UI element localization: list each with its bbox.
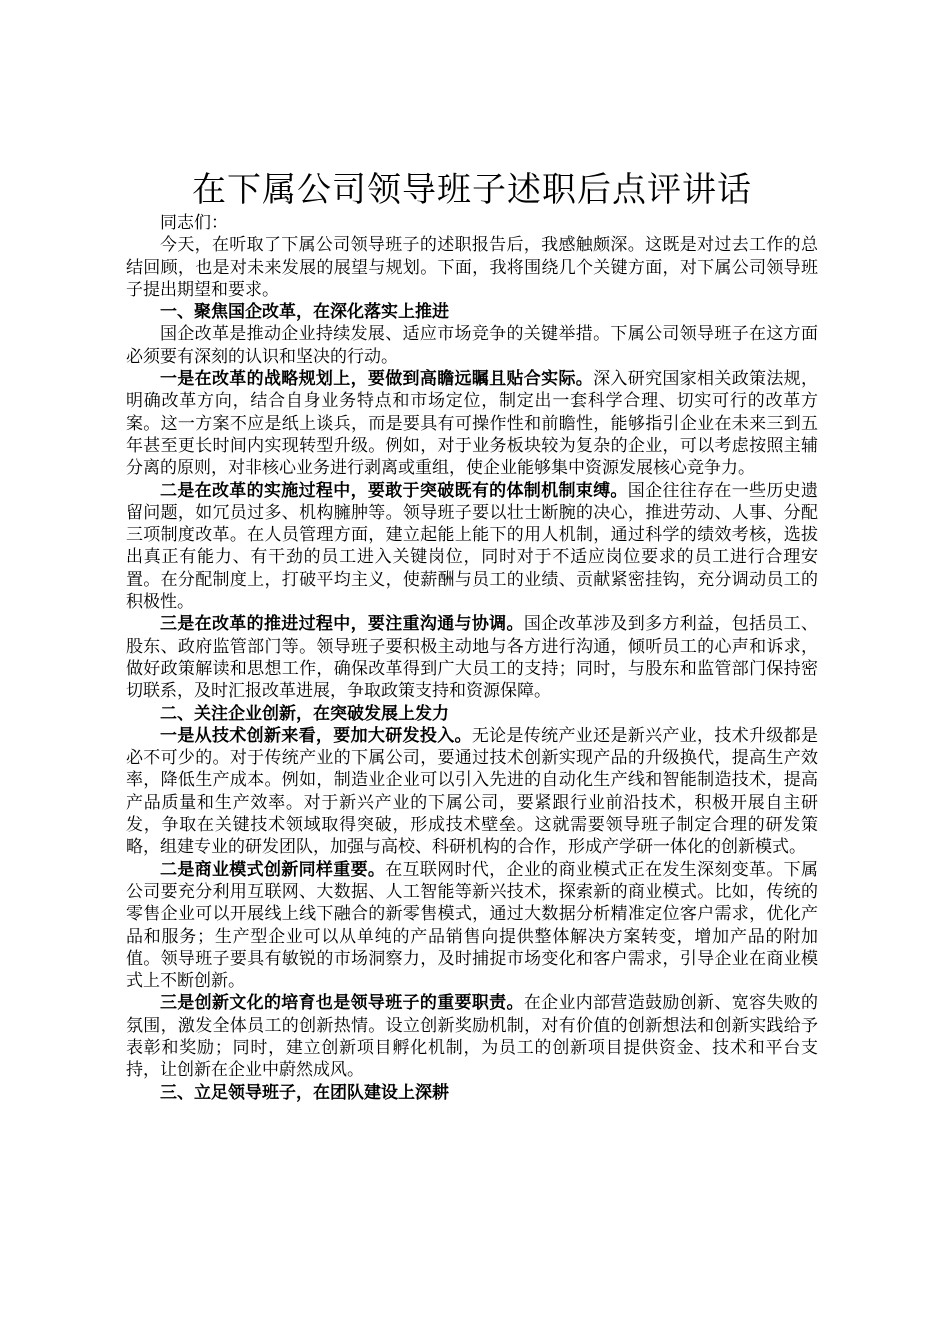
section-1-point-3 [126,613,818,702]
document-page [126,168,818,1104]
salutation: 同志们： [160,213,228,233]
section-2-point-2 [126,859,818,993]
section-1-point-3-lead: 三是在改革的推进过程中，要注重沟通与协调。 [160,614,524,635]
section-2-point-3-body: 在企业内部营造鼓励创新、宽容失败的氛围，激发全体员工的创新热情。设立创新奖励机制，对有价值的创新想法和创新实践给予表彰和奖励；同时，建立创新项目孵化机制，为员工的创新项目提供资金、技术和平台支持，让创新在企业中蔚然成风。 [126,993,819,1081]
section-2-point-2-lead: 二是商业模式创新同样重要。 [160,859,386,880]
section-1-point-2-body: 国企往往存在一些历史遗留问题，如冗员过多、机构臃肿等。领导班子要以壮士断腕的决心，推进劳动、人事、分配三项制度改革。在人员管理方面，建立起能上能下的用人机制，通过科学的绩效考核，选拔出真正有能力、有干劲的员工进入关键岗位，同时对于不适应岗位要求的员工进行合理安置。在分配制度上，打破平均主义，使薪酬与员工的业绩、贡献紧密挂钩，充分调动员工的积极性。 [126,480,819,613]
section-2-point-1-body: 无论是传统产业还是新兴产业，技术升级都是必不可少的。对于传统产业的下属公司，要通过技术创新实现产品的升级换代，提高生产效率，降低生产成本。例如，制造业企业可以引入先进的自动化生产线和智能制造技术，提高产品质量和生产效率。对于新兴产业的下属公司，要紧跟行业前沿技术，积极开展自主研发，争取在关键技术领域取得突破，形成技术壁垒。这就需要领导班子制定合理的研发策略，组建专业的研发团队，加强与高校、科研机构的合作，形成产学研一体化的创新模式。 [126,725,819,858]
section-2-point-2-body: 在互联网时代，企业的商业模式正在发生深刻变革。下属公司要充分利用互联网、大数据、人工智能等新兴技术，探索新的商业模式。比如，传统的零售企业可以开展线上线下融合的新零售模式，通过大数据分析精准定位客户需求，优化产品和服务；生产型企业可以从单纯的产品销售向提供整体解决方案转变，增加产品的附加值。领导班子要具有敏锐的市场洞察力，及时捕捉市场变化和客户需求，引导企业在商业模式上不断创新。 [126,859,819,992]
section-2-point-1-lead: 一是从技术创新来看，要加大研发投入。 [160,725,472,746]
document-title: 在下属公司领导班子述职后点评讲话 [192,170,752,210]
section-1-point-3-body: 国企改革涉及到多方利益，包括员工、股东、政府监管部门等。领导班子要积极主动地与各方进行沟通，倾听员工的心声和诉求，做好政策解读和思想工作，确保改革得到广大员工的支持；同时，与股东和监管部门保持密切联系，及时汇报改革进展，争取政策支持和资源保障。 [126,614,819,702]
section-3-heading: 三、立足领导班子，在团队建设上深耕 [160,1082,449,1103]
section-1-point-1 [126,368,818,479]
intro-paragraph: 今天，在听取了下属公司领导班子的述职报告后，我感触颇深。这既是对过去工作的总结回顾，也是对未来发展的展望与规划。下面，我将围绕几个关键方面，对下属公司领导班子提出期望和要求。 [126,235,818,300]
section-2-point-3 [126,992,818,1081]
section-1-intro: 国企改革是推动企业持续发展、适应市场竞争的关键举措。下属公司领导班子在这方面必须要有深刻的认识和坚决的行动。 [126,324,818,367]
section-1-heading: 一、聚焦国企改革，在深化落实上推进 [160,302,449,323]
section-2-point-1 [126,725,818,859]
section-1-point-1-lead: 一是在改革的战略规划上，要做到高瞻远瞩且贴合实际。 [160,369,594,390]
section-1-point-2-lead: 二是在改革的实施过程中，要敢于突破既有的体制机制束缚。 [160,480,628,501]
section-1-point-2 [126,480,818,614]
section-1-point-1-body: 深入研究国家相关政策法规，明确改革方向，结合自身业务特点和市场定位，制定出一套科学合理、切实可行的改革方案。这一方案不应是纸上谈兵，而是要具有可操作性和前瞻性，能够指引企业在未来三到五年甚至更长时间内实现转型升级。例如，对于业务板块较为复杂的企业，可以考虑按照主辅分离的原则，对非核心业务进行剥离或重组，使企业能够集中资源发展核心竞争力。 [126,369,819,479]
section-2-point-3-lead: 三是创新文化的培育也是领导班子的重要职责。 [160,993,524,1014]
section-2-heading: 二、关注企业创新，在突破发展上发力 [160,703,449,724]
